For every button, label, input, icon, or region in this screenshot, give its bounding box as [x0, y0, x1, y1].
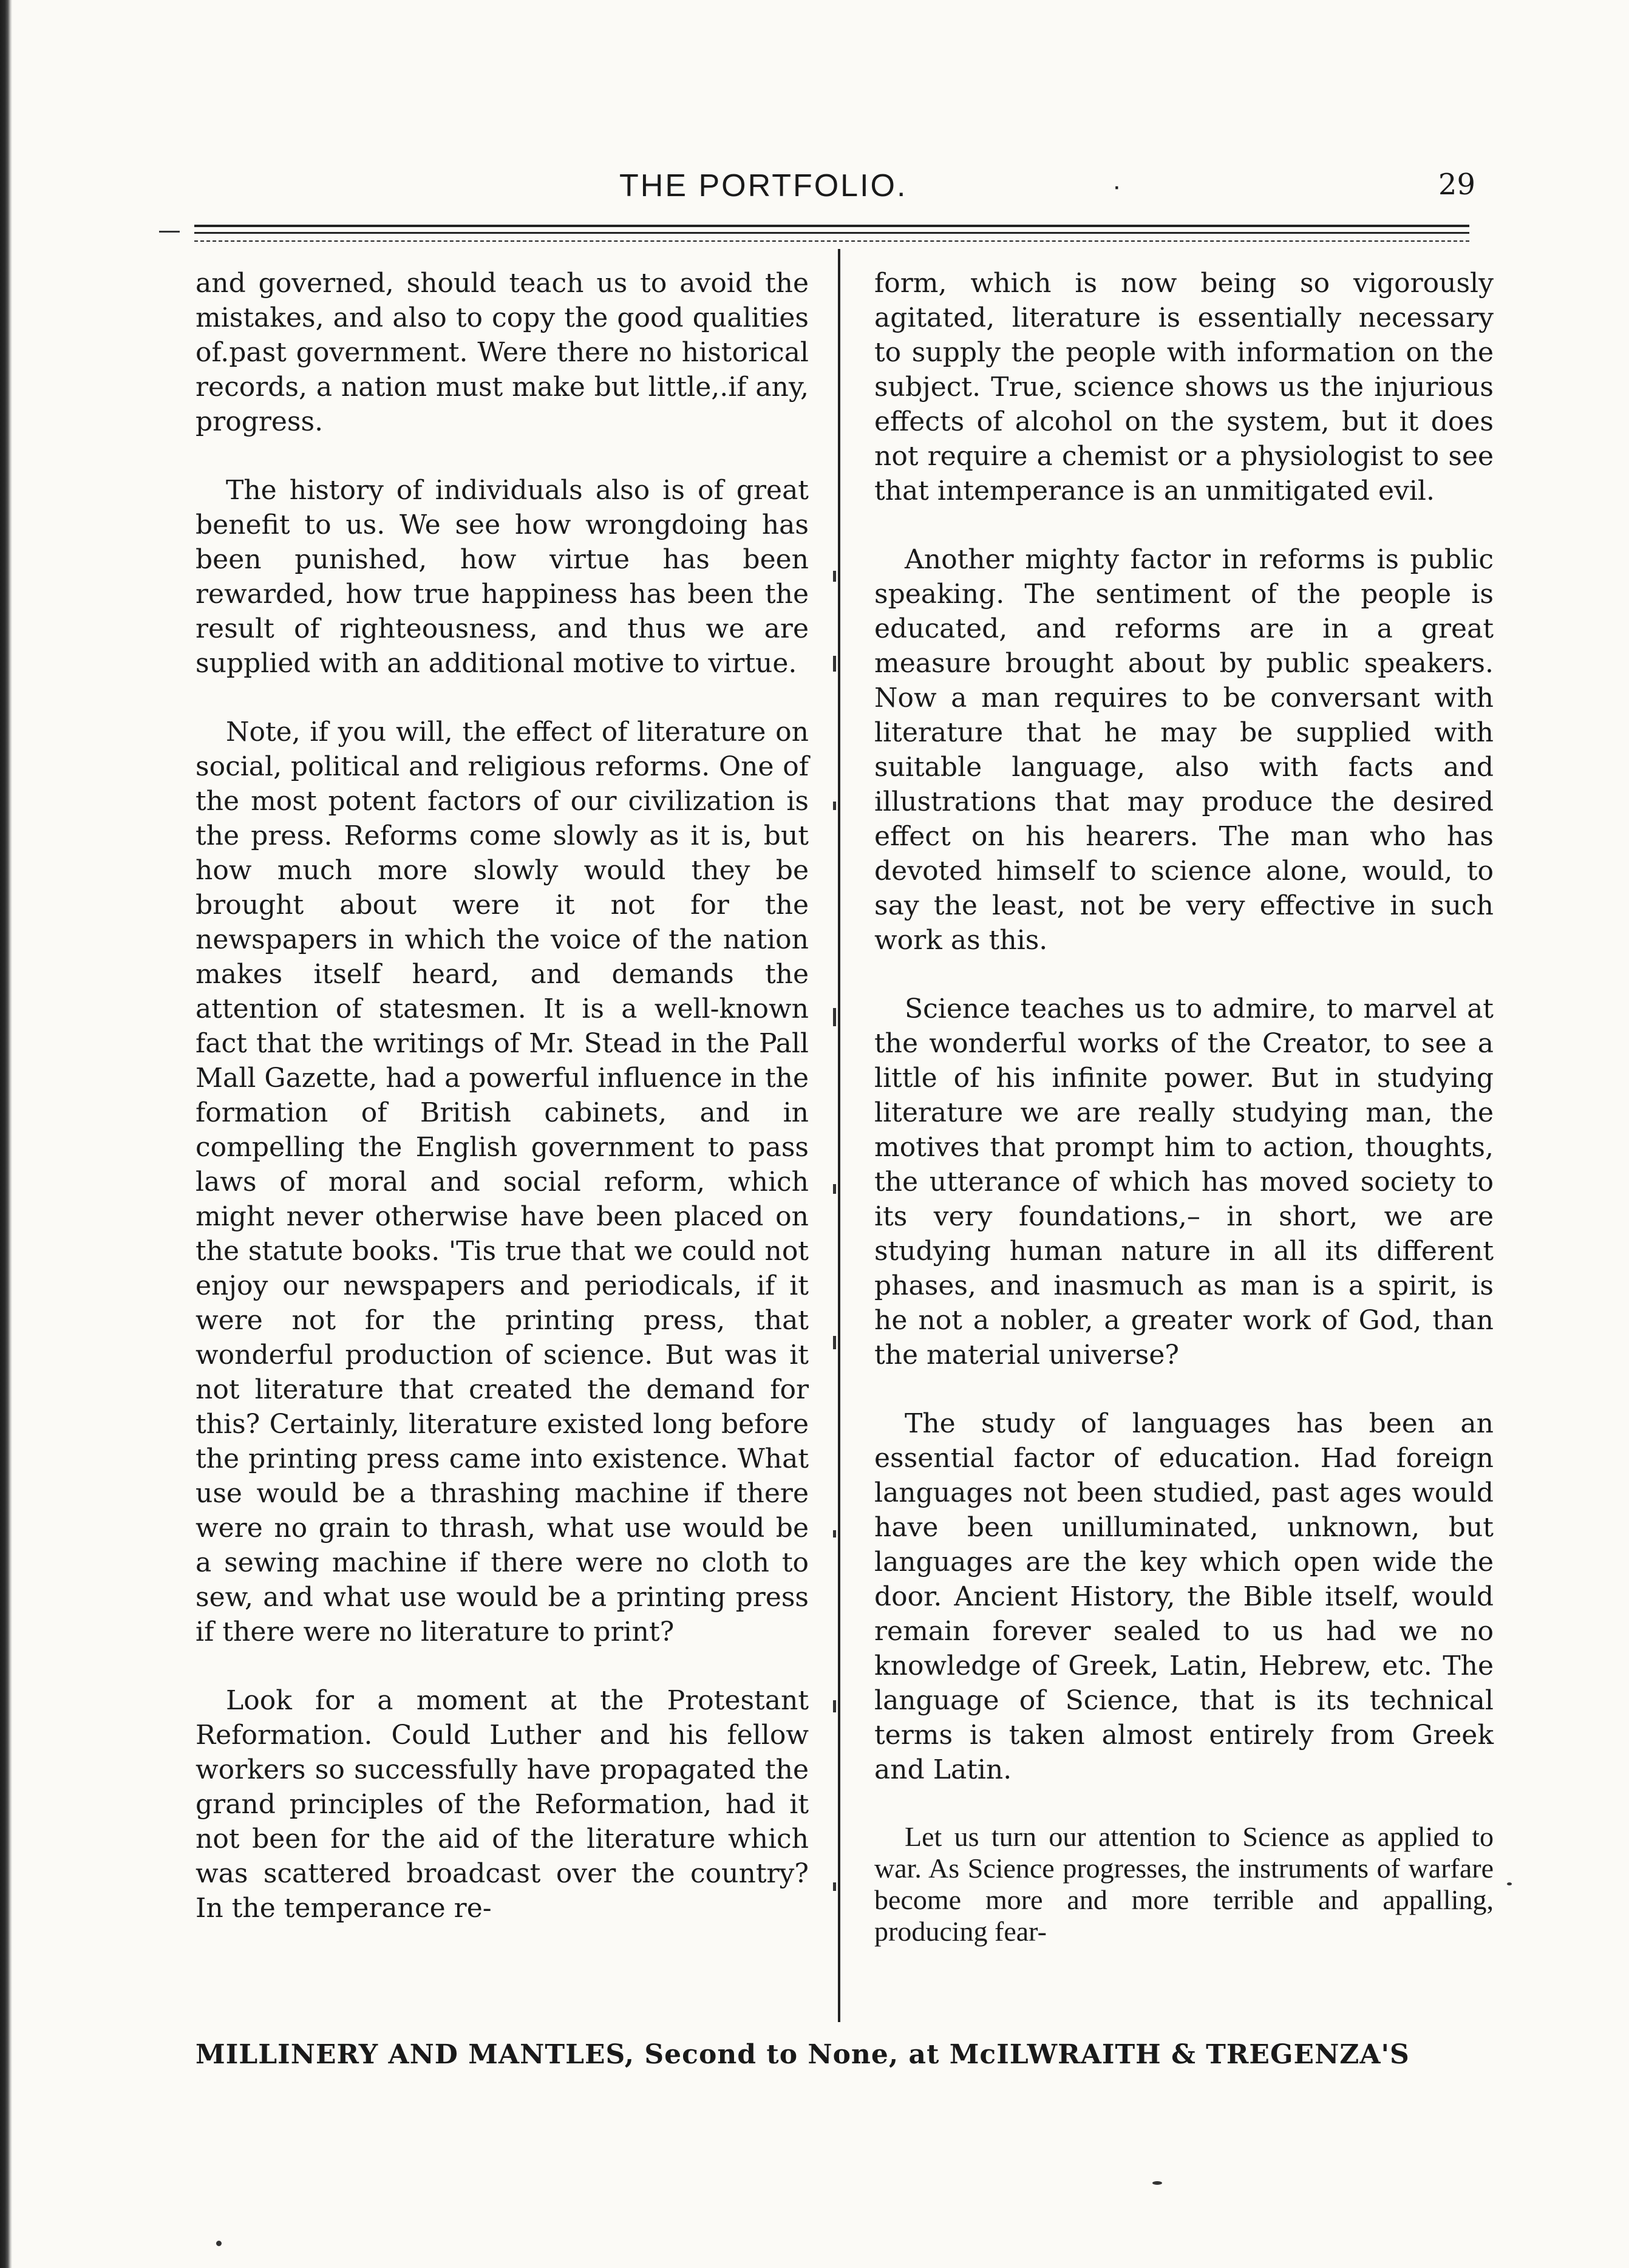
paragraph: and governed, should teach us to avoid the mistakes, and also to copy the good qualities of.past government. Were there no historical records, a nation must make but little,.if any, progress. — [196, 268, 809, 437]
paragraph: The study of languages has been an essential factor of education. Had foreign languages not been studied, past ages would have been unilluminated, unknown, but languages are the key which open wide the door. Ancient History, the Bible itself, would remain forever sealed to us had we no knowledge of Greek, Latin, Hebrew, etc. The language of Science, that is its technical terms is taken almost entirely from Greek and Latin. — [874, 1408, 1494, 1785]
header-rule — [194, 232, 1469, 234]
header-rule — [194, 225, 1469, 227]
paragraph: form, which is now being so vigorously agitated, literature is essentially necessary to supply the people with information on the subject. True, science shows us the injurious effects of alcohol on the system, but it does not require a chemist or a physiologist to see that intemperance is an unmitigated evil. — [874, 268, 1494, 506]
paragraph: Science teaches us to admire, to marvel at the wonderful works of the Creator, to see a little of his infinite power. But in studying literature we are really studying man, the motives that prompt him to action, thoughts, the utterance of which has moved society to its very foundations,– in short, we are studying human nature in all its different phases, and inasmuch as man is a spirit, is he not a nobler, a greater work of God, than the material universe? — [874, 993, 1494, 1371]
print-speck — [1507, 1882, 1512, 1885]
page-number: 29 — [1438, 168, 1475, 202]
footer-advertisement: MILLINERY AND MANTLES, Second to None, at McILWRAITH & TREGENZA'S — [196, 2039, 1410, 2070]
paragraph: Note, if you will, the effect of literature on social, political and religious reforms. One of the most potent factors of our civilization is the press. Reforms come slowly as it is, but how much more slowly would they be brought about were it not for the newspapers in which the voice of the nation makes itself heard, and demands the attention of statesmen. It is a well-known fact that the writings of Mr. Stead in the Pall Mall Gazette, had a powerful influence in the formation of British cabinets, and in compelling the English government to pass laws of moral and social reform, which might never otherwise have been placed on the statute books. 'Tis true that we could not enjoy our newspapers and periodicals, if it were not for the printing press, that wonderful production of science. But was it not literature that created the demand for this? Certainly, literature existed long before the printing press came into existence. What use would be a thrashing machine if there were no grain to thrash, what use would be a sewing machine if there were no cloth to sew, and what use would be a printing press if there were no literature to print? — [196, 717, 809, 1647]
header-rule — [194, 240, 1469, 242]
scan-edge-shadow — [0, 0, 12, 2268]
print-speck — [216, 2241, 222, 2246]
left-column — [196, 266, 809, 1960]
margin-tick — [159, 231, 180, 233]
right-column — [874, 266, 1494, 1981]
page-header — [194, 168, 1475, 216]
column-divider-marks — [829, 547, 842, 2004]
paragraph: Look for a moment at the Protestant Reformation. Could Luther and his fellow workers so successfully have propagated the grand principles of the Reformation, had it not been for the aid of the literature which was scattered broadcast over the country? In the temperance re- — [196, 1685, 809, 1924]
print-speck — [1152, 2181, 1162, 2185]
paragraph: The history of individuals also is of great benefit to us. We see how wrongdoing has been punished, how virtue has been rewarded, how true happiness has been the result of righteousness, and thus we are supplied with an additional motive to virtue. — [196, 475, 809, 679]
paragraph: Let us turn our attention to Science as applied to war. As Science progresses, the instruments of warfare become more and more terrible and appalling, producing fear- — [874, 1821, 1494, 1947]
header-separator-dot: · — [1112, 171, 1121, 201]
running-title: THE PORTFOLIO. — [619, 168, 908, 203]
paragraph: Another mighty factor in reforms is public speaking. The sentiment of the people is educated, and reforms are in a great measure brought about by public speakers. Now a man requires to be conversant with literature that he may be supplied with suitable language, also with facts and illustrations that may produce the desired effect on his hearers. The man who has devoted himself to science alone, would, to say the least, not be very effective in such work as this. — [874, 544, 1494, 956]
